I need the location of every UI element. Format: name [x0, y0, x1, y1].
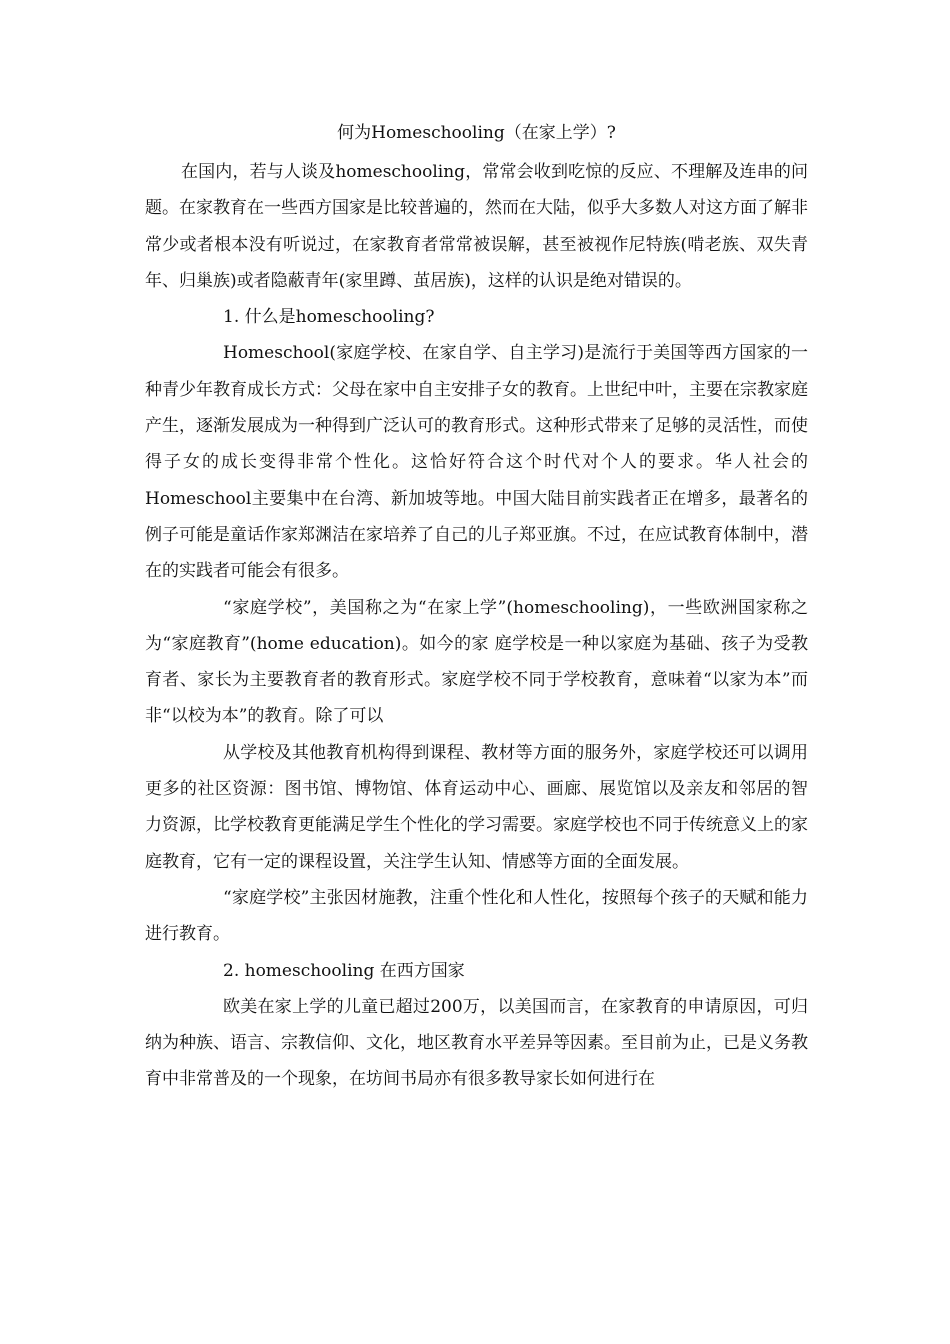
paragraph-definition: Homeschool(家庭学校、在家自学、自主学习)是流行于美国等西方国家的一种青少年教育成长方式：父母在家中自主安排子女的教育。上世纪中叶，主要在宗教家庭产生，逐渐发展成为一种得到广泛认可的教育形式。这种形式带来了足够的灵活性，而使得子女的成长变得非常个性化。这恰好符合这个时代对个人的要求。华人社会的Homeschool主要集中在台湾、新加坡等地。中国大陆目前实践者正在增多，最著名的例子可能是童话作家郑渊洁在家培养了自己的儿子郑亚旗。不过，在应试教育体制中，潜在的实践者可能会有很多。	[145, 343, 808, 582]
document-title: 何为Homeschooling（在家上学）?	[337, 123, 616, 143]
document-body	[145, 118, 808, 1098]
paragraph-resources: 从学校及其他教育机构得到课程、教材等方面的服务外，家庭学校还可以调用更多的社区资源：图书馆、博物馆、体育运动中心、画廊、展览馆以及亲友和邻居的智 力资源，比学校教育更能满足学生个性化的学习需要。家庭学校也不同于传统意义上的家庭教育，它有一定的课程设置，关注学生认知、情感等方面的全面发展。	[145, 742, 808, 872]
paragraph-family-school: “家庭学校”，美国称之为“在家上学”(homeschooling)，一些欧洲国家称之为“家庭教育”(home education)。如今的家 庭学校是一种以家庭为基础、孩子为受教育者、家长为主要教育者的教育形式。家庭学校不同于学校教育，意味着“以家为本”而非“以校为本”的教育。除了可以	[145, 597, 808, 727]
section-heading-2: 2. homeschooling 在西方国家	[223, 960, 465, 981]
paragraph-western: 欧美在家上学的儿童已超过200万，以美国而言，在家教育的申请原因，可归纳为种族、语言、宗教信仰、文化，地区教育水平差异等因素。至目前为止，已是义务教育中非常普及的一个现象，在坊间书局亦有很多教导家长如何进行在	[145, 996, 808, 1090]
section-heading-1: 1. 什么是homeschooling?	[223, 307, 435, 328]
paragraph-intro: 在国内，若与人谈及homeschooling，常常会收到吃惊的反应、不理解及连串的问题。在家教育在一些西方国家是比较普遍的，然而在大陆，似乎大多数人对这方面了解非常少或者根本没有听说过，在家教育者常常被误解，甚至被视作尼特族(啃老族、双失青年、归巢族)或者隐蔽青年(家里蹲、茧居族)，这样的认识是绝对错误的。	[145, 162, 808, 291]
paragraph-individual: “家庭学校”主张因材施教，注重个性化和人性化，按照每个孩子的天赋和能力进行教育。	[145, 887, 808, 945]
